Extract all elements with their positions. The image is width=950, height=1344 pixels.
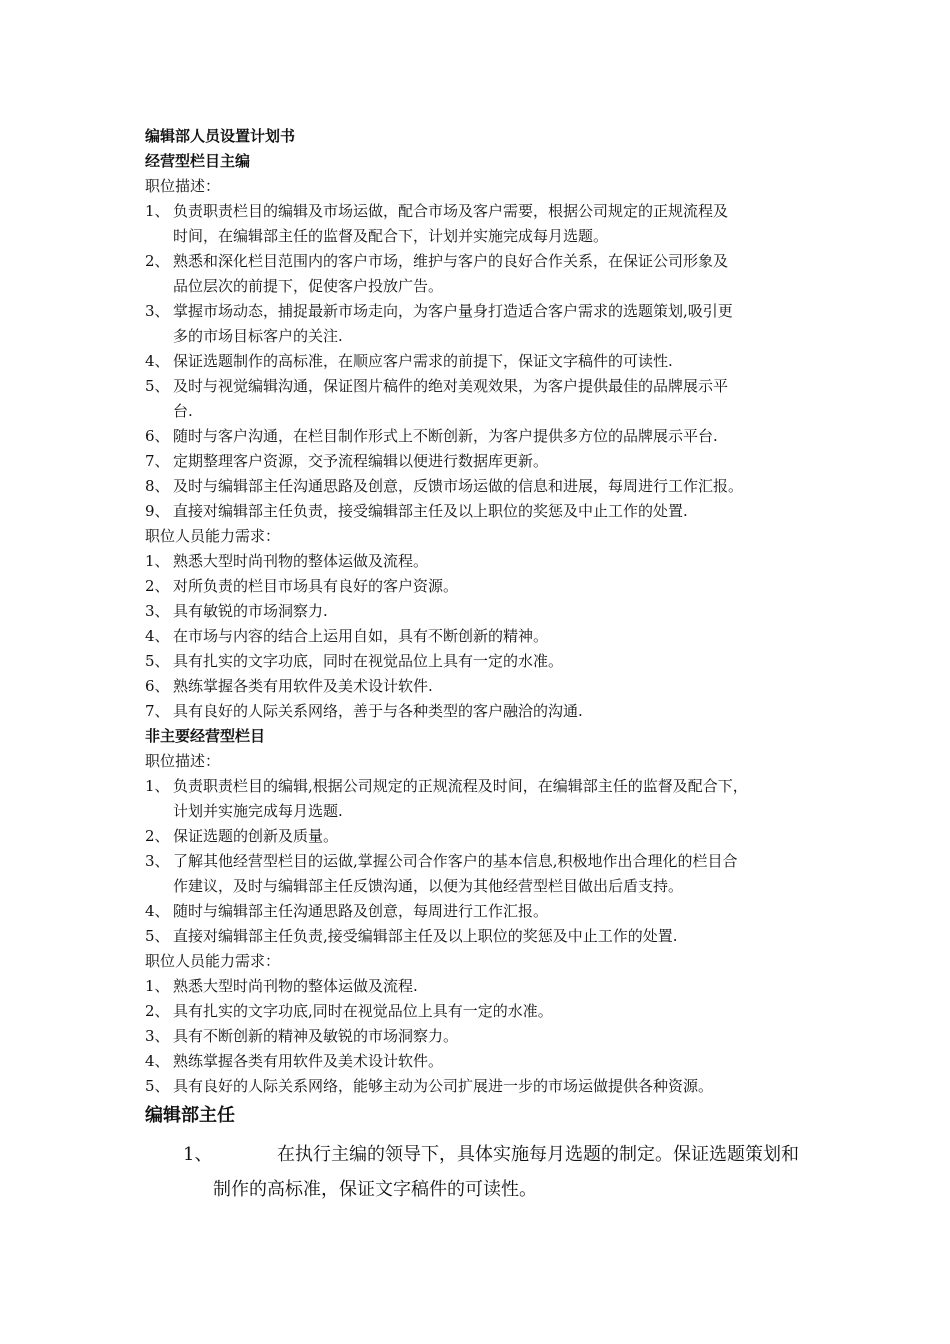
list-item: [183, 1137, 825, 1207]
list-text: 保证选题的创新及质量。: [173, 827, 339, 845]
list-number: 7、: [145, 452, 170, 470]
list-item: [145, 649, 825, 674]
document-content: [145, 124, 825, 1207]
list-item: [145, 699, 825, 724]
list-text: 具有良好的人际关系网络，善于与各种类型的客户融洽的沟通.: [173, 702, 583, 720]
list-item: [145, 424, 825, 449]
list-number: 1、: [145, 552, 170, 570]
list-number: 5、: [145, 1077, 170, 1095]
list-number: 4、: [145, 627, 170, 645]
list-text: 制作的高标准，保证文字稿件的可读性。: [213, 1179, 537, 1200]
list-text: 在执行主编的领导下，具体实施每月选题的制定。保证选题策划和: [277, 1144, 799, 1165]
list-text: 随时与编辑部主任沟通思路及创意，每周进行工作汇报。: [173, 902, 549, 920]
list-text: 掌握市场动态，捕捉最新市场走向，为客户量身打造适合客户需求的选题策划,吸引更: [173, 302, 733, 320]
list-item: [145, 299, 825, 349]
section-heading: 经营型栏目主编: [145, 152, 251, 170]
list-text: 熟悉和深化栏目范围内的客户市场，维护与客户的良好合作关系，在保证公司形象及: [173, 252, 729, 270]
list-text: 直接对编辑部主任负责，接受编辑部主任及以上职位的奖惩及中止工作的处置.: [173, 502, 688, 520]
list-item: [145, 774, 825, 824]
list-text: 负责职责栏目的编辑及市场运做，配合市场及客户需要，根据公司规定的正规流程及: [173, 202, 729, 220]
list-text: 负责职责栏目的编辑,根据公司规定的正规流程及时间，在编辑部主任的监督及配合下，: [173, 777, 748, 795]
job-description-label: 职位描述：: [145, 752, 221, 770]
list-number: 2、: [145, 827, 170, 845]
list-text: 具有良好的人际关系网络，能够主动为公司扩展进一步的市场运做提供各种资源。: [173, 1077, 714, 1095]
list-number: 5、: [145, 652, 170, 670]
list-item: [145, 1024, 825, 1049]
list-text: 具有扎实的文字功底,同时在视觉品位上具有一定的水准。: [173, 1002, 553, 1020]
list-text: 具有扎实的文字功底，同时在视觉品位上具有一定的水准。: [173, 652, 564, 670]
list-number: 5、: [145, 927, 170, 945]
list-item: [145, 549, 825, 574]
list-number: 3、: [145, 602, 170, 620]
list-item: [145, 449, 825, 474]
list-number: 4、: [145, 1052, 170, 1070]
list-number: 4、: [145, 902, 170, 920]
list-text: 定期整理客户资源，交予流程编辑以便进行数据库更新。: [173, 452, 549, 470]
list-number: 3、: [145, 302, 170, 320]
list-item: [145, 1049, 825, 1074]
list-item: [145, 624, 825, 649]
list-number: 2、: [145, 577, 170, 595]
list-number: 1、: [145, 202, 170, 220]
list-text: 熟悉大型时尚刊物的整体运做及流程。: [173, 552, 429, 570]
list-item: [145, 349, 825, 374]
list-number: 1、: [145, 777, 170, 795]
list-number: 3、: [145, 852, 170, 870]
list-number: 2、: [145, 252, 170, 270]
list-item: [145, 374, 825, 424]
list-text: 对所负责的栏目市场具有良好的客户资源。: [173, 577, 459, 595]
list-number: 1、: [145, 977, 170, 995]
list-number: 6、: [145, 677, 170, 695]
list-text: 具有不断创新的精神及敏锐的市场洞察力。: [173, 1027, 459, 1045]
list-item: [145, 974, 825, 999]
list-text: 多的市场目标客户的关注.: [173, 327, 343, 345]
requirements-label: 职位人员能力需求：: [145, 527, 281, 545]
list-number: 5、: [145, 377, 170, 395]
list-text: 品位层次的前提下，促使客户投放广告。: [173, 277, 444, 295]
job-description-label: 职位描述：: [145, 177, 221, 195]
list-number: 3、: [145, 1027, 170, 1045]
list-number: 4、: [145, 352, 170, 370]
list-text: 随时与客户沟通，在栏目制作形式上不断创新，为客户提供多方位的品牌展示平台.: [173, 427, 718, 445]
list-item: [145, 199, 825, 249]
section-heading: 编辑部主任: [145, 1105, 235, 1126]
list-number: 8、: [145, 477, 170, 495]
list-item: [145, 899, 825, 924]
list-item: [145, 674, 825, 699]
list-text: 作建议，及时与编辑部主任反馈沟通，以便为其他经营型栏目做出后盾支持。: [173, 877, 684, 895]
list-item: [145, 1074, 825, 1099]
list-item: [145, 924, 825, 949]
list-item: [145, 824, 825, 849]
list-number: 6、: [145, 427, 170, 445]
list-text: 及时与编辑部主任沟通思路及创意，反馈市场运做的信息和进展，每周进行工作汇报。: [173, 477, 744, 495]
list-text: 及时与视觉编辑沟通，保证图片稿件的绝对美观效果，为客户提供最佳的品牌展示平: [173, 377, 729, 395]
list-item: [145, 599, 825, 624]
list-text: 计划并实施完成每月选题.: [173, 802, 343, 820]
list-text: 熟悉大型时尚刊物的整体运做及流程.: [173, 977, 418, 995]
list-item: [145, 999, 825, 1024]
list-text: 台.: [173, 402, 193, 420]
requirements-label: 职位人员能力需求：: [145, 952, 281, 970]
list-item: [145, 574, 825, 599]
list-number: 9、: [145, 502, 170, 520]
list-text: 直接对编辑部主任负责,接受编辑部主任及以上职位的奖惩及中止工作的处置.: [173, 927, 678, 945]
section-heading: 非主要经营型栏目: [145, 727, 266, 745]
list-text: 在市场与内容的结合上运用自如，具有不断创新的精神。: [173, 627, 549, 645]
list-number: 1、: [183, 1144, 213, 1165]
list-number: 2、: [145, 1002, 170, 1020]
list-text: 熟练掌握各类有用软件及美术设计软件.: [173, 677, 433, 695]
document-title: 编辑部人员设置计划书: [145, 127, 296, 145]
list-item: [145, 249, 825, 299]
list-number: 7、: [145, 702, 170, 720]
list-text: 保证选题制作的高标准，在顺应客户需求的前提下，保证文字稿件的可读性.: [173, 352, 673, 370]
list-item: [145, 499, 825, 524]
list-text: 时间，在编辑部主任的监督及配合下，计划并实施完成每月选题。: [173, 227, 609, 245]
list-text: 了解其他经营型栏目的运做,掌握公司合作客户的基本信息,积极地作出合理化的栏目合: [173, 852, 738, 870]
list-item: [145, 849, 825, 899]
list-text: 具有敏锐的市场洞察力.: [173, 602, 328, 620]
list-item: [145, 474, 825, 499]
list-text: 熟练掌握各类有用软件及美术设计软件。: [173, 1052, 444, 1070]
